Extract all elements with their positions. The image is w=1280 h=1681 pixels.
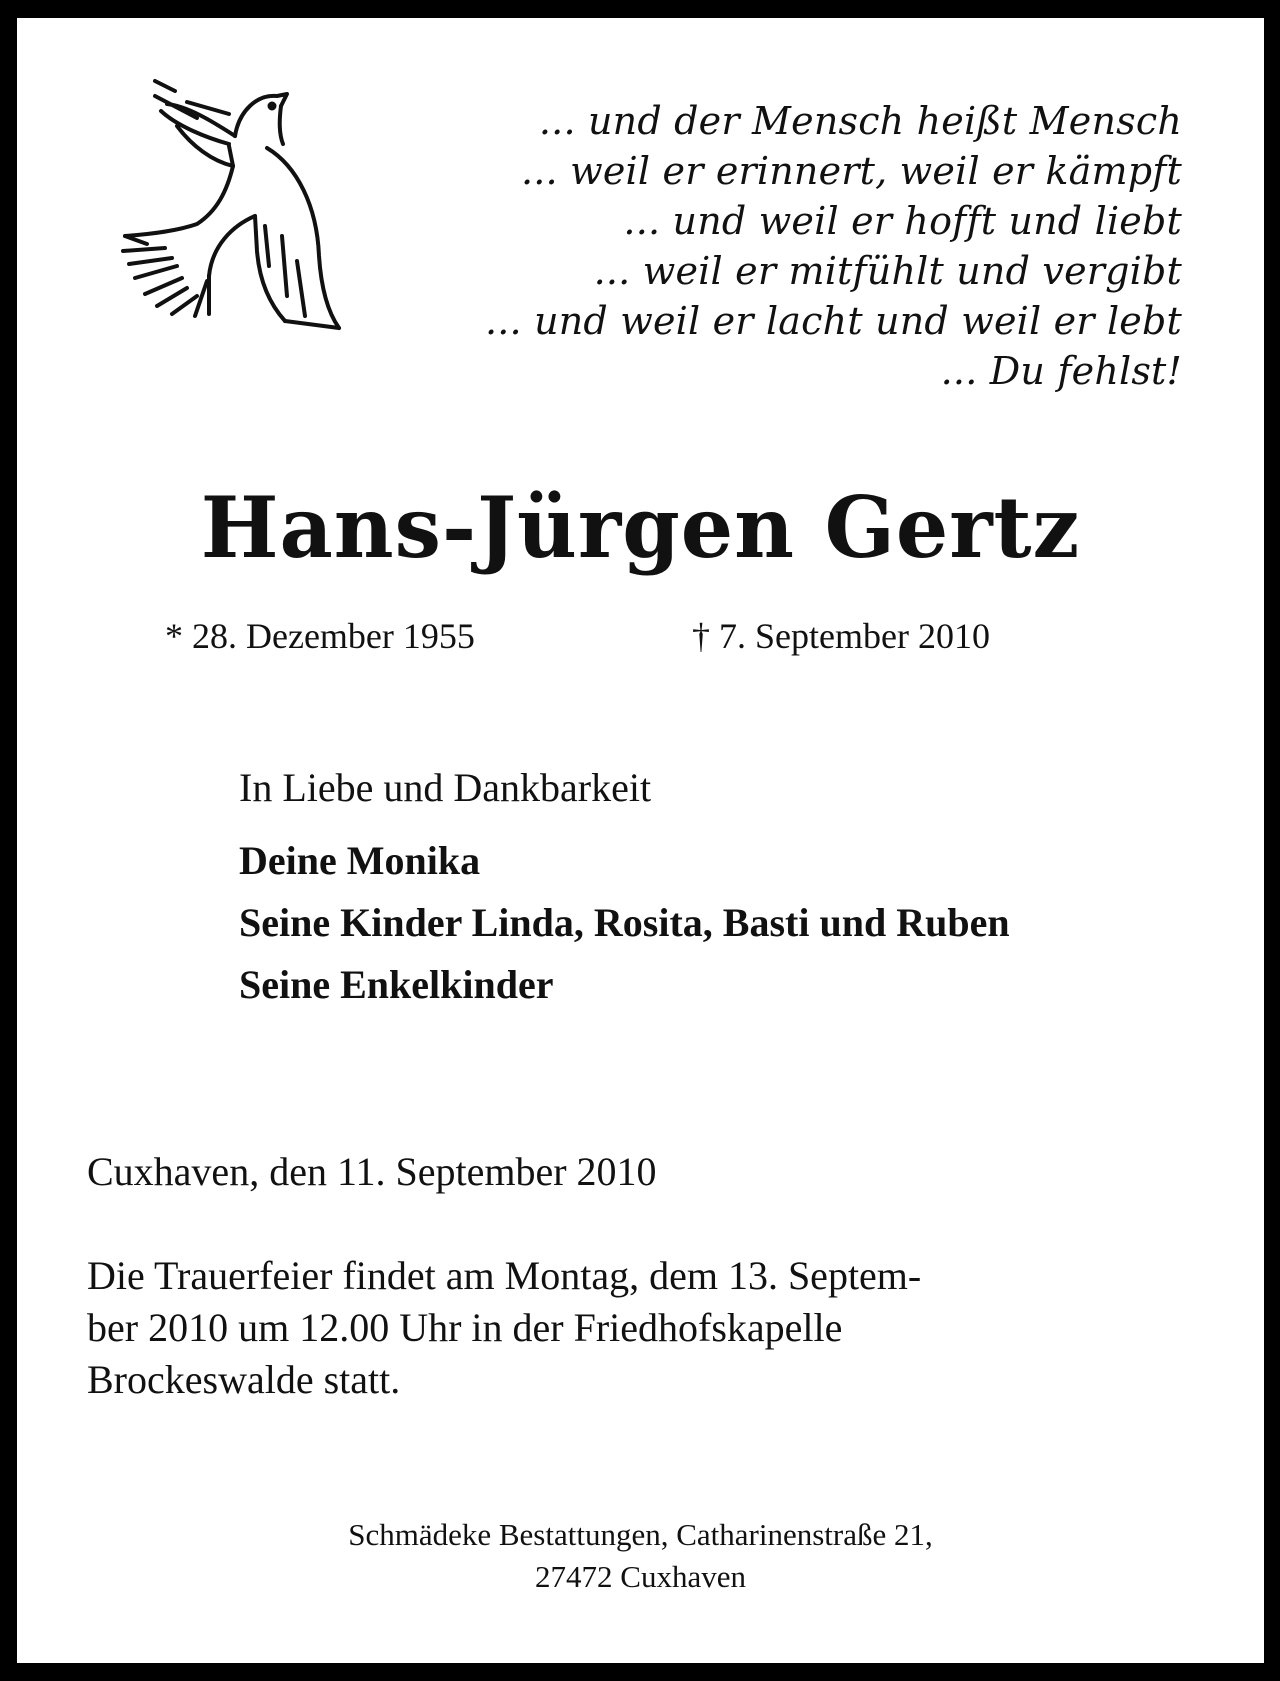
deceased-name: Hans-Jürgen Gertz (200, 478, 1081, 577)
funeral-line: Die Trauerfeier findet am Montag, dem 13. Septem- (87, 1253, 922, 1298)
funeral-line: ber 2010 um 12.00 Uhr in der Friedhofskapelle (87, 1305, 843, 1350)
mourners-intro: In Liebe und Dankbarkeit (239, 765, 652, 810)
obituary-notice (17, 18, 1264, 1663)
poem-line: ... und weil er hofft und liebt (623, 199, 1182, 243)
undertaker-line: 27472 Cuxhaven (535, 1559, 746, 1594)
poem-line: ... und der Mensch heißt Mensch (538, 99, 1182, 143)
mourner-line: Deine Monika (239, 838, 481, 883)
poem-line: ... weil er mitfühlt und vergibt (593, 249, 1182, 293)
funeral-announcement (87, 1250, 921, 1406)
dove-icon (117, 66, 357, 356)
place-and-date: Cuxhaven, den 11. September 2010 (87, 1149, 657, 1194)
death-date: † 7. September 2010 (692, 616, 990, 656)
poem-line: ... und weil er lacht und weil er lebt (484, 299, 1182, 343)
birth-date: * 28. Dezember 1955 (165, 616, 475, 656)
funeral-line: Brockeswalde statt. (87, 1357, 401, 1402)
mourner-line: Seine Enkelkinder (239, 962, 554, 1007)
poem-line: ... weil er erinnert, weil er kämpft (521, 149, 1182, 193)
mourner-line: Seine Kinder Linda, Rosita, Basti und Ruben (239, 900, 1010, 945)
undertaker-line: Schmädeke Bestattungen, Catharinenstraße 21, (348, 1517, 933, 1552)
undertaker-info (17, 1514, 1264, 1598)
poem-line: ... Du fehlst! (940, 349, 1182, 393)
poem (485, 96, 1182, 396)
mourners (239, 764, 1010, 1016)
